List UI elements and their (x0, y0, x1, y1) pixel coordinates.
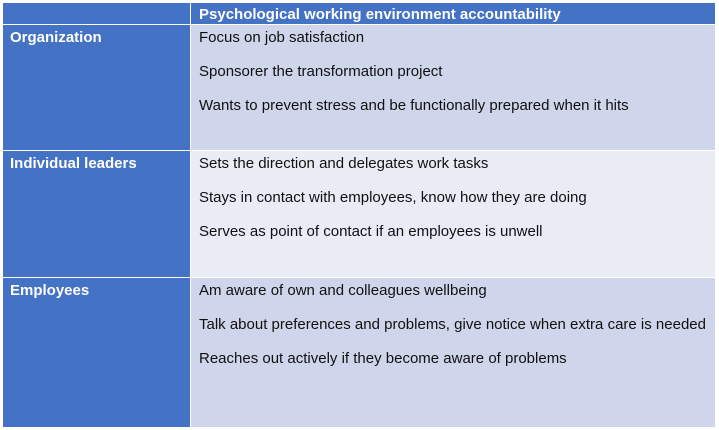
accountability-table (2, 2, 716, 428)
role-cell-individual-leaders: Individual leaders (3, 151, 191, 277)
table-header-row (3, 3, 716, 25)
header-empty-cell (3, 3, 191, 25)
responsibility-item: Am aware of own and colleagues wellbeing (199, 281, 487, 299)
table-row-employees (3, 277, 716, 427)
table-row-organization (3, 25, 716, 151)
table-row-individual-leaders (3, 151, 716, 277)
role-cell-organization: Organization (3, 25, 191, 151)
table-header-title: Psychological working environment accountability (191, 3, 716, 25)
responsibility-item: Talk about preferences and problems, give notice when extra care is needed (199, 315, 706, 333)
responsibility-item: Focus on job satisfaction (199, 29, 365, 47)
responsibility-item: Serves as point of contact if an employees is unwell (199, 223, 543, 241)
responsibility-item: Reaches out actively if they become aware of problems (199, 349, 567, 367)
responsibility-item: Sponsorer the transformation project (199, 63, 443, 81)
responsibility-item: Stays in contact with employees, know how they are doing (199, 189, 587, 207)
responsibility-item: Sets the direction and delegates work tasks (199, 155, 489, 173)
role-cell-employees: Employees (3, 277, 191, 427)
responsibilities-cell-individual-leaders (191, 151, 716, 277)
responsibilities-cell-organization (191, 25, 716, 151)
responsibilities-cell-employees (191, 277, 716, 427)
responsibility-item: Wants to prevent stress and be functionally prepared when it hits (199, 97, 629, 115)
